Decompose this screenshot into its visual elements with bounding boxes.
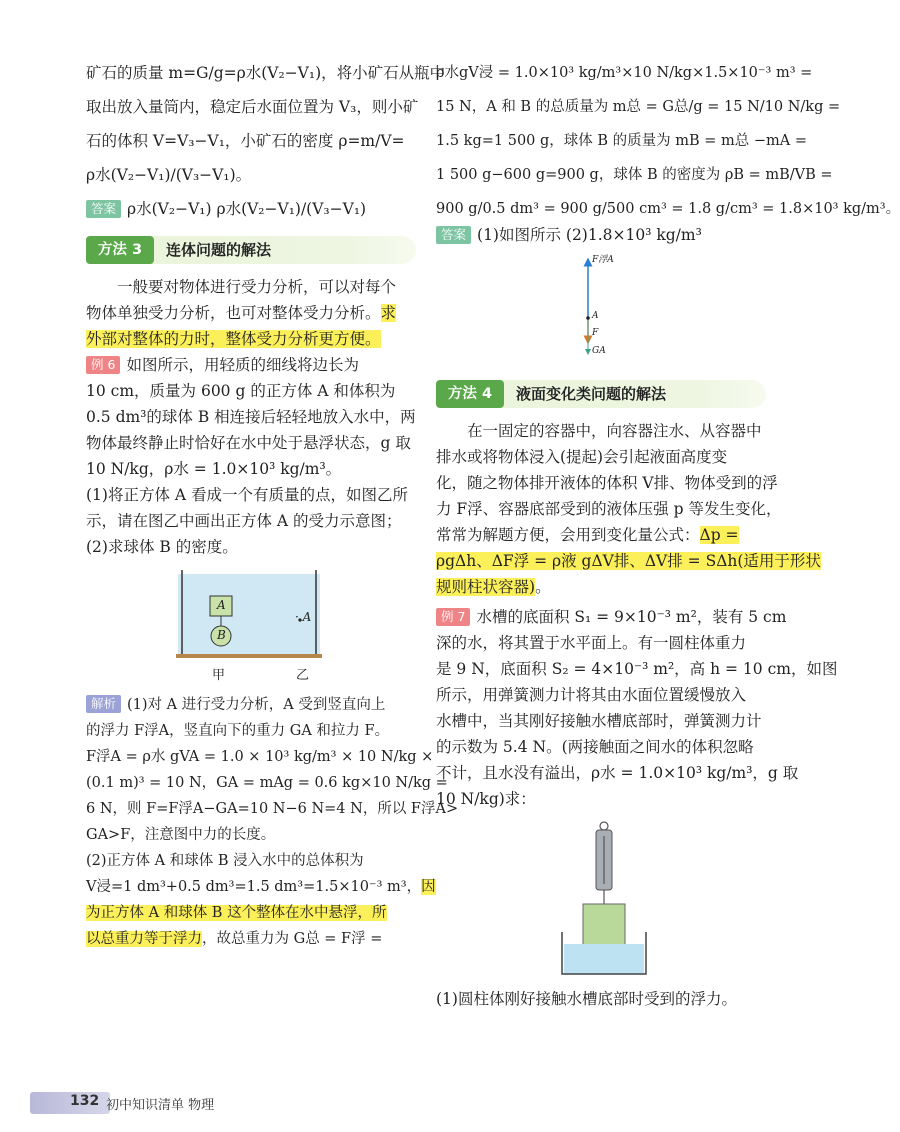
text-line: 力 F浮、容器底部受到的液体压强 p 等发生变化， <box>436 500 782 518</box>
text-line: 1.5 kg=1 500 g，球体 B 的质量为 mB = m总 −mA = <box>436 133 808 149</box>
figure-example-6 <box>86 570 416 686</box>
label-f: F <box>592 328 599 338</box>
text-line: 是 9 N，底面积 S₂ = 4×10⁻³ m²，高 h = 10 cm，如图 <box>436 660 838 678</box>
text-line: 以总重力等于浮力，故总重力为 G总 = F浮 = <box>86 931 383 947</box>
text-line: 矿石的质量 m=G/g=ρ水(V₂−V₁)，将小矿石从瓶中 <box>86 64 446 82</box>
spring-scale-figure <box>436 820 766 986</box>
text-line: V浸=1 dm³+0.5 dm³=1.5 dm³=1.5×10⁻³ m³，因 <box>86 879 436 895</box>
force-arrows <box>436 248 766 378</box>
method-4-header <box>436 380 766 408</box>
text-line: 900 g/0.5 dm³ = 900 g/500 cm³ = 1.8 g/cm³ = 1.8×10³ kg/m³。 <box>436 201 900 217</box>
method-badge: 方法 4 <box>436 380 504 408</box>
example-6-line: 例 6 如图所示，用轻质的细线将边长为 <box>86 352 416 378</box>
highlight: 以总重力等于浮力 <box>86 931 202 947</box>
text-line: 1 500 g−600 g=900 g，球体 B 的密度为 ρB = mB/VB = <box>436 167 833 183</box>
text-line <box>86 326 416 352</box>
text-line: (1)将正方体 A 看成一个有质量的点，如图乙所 <box>86 486 409 504</box>
text-line: GA>F，注意图中力的长度。 <box>86 827 276 843</box>
label-point-a: · A <box>295 610 312 624</box>
example-7-line: 例 7 水槽的底面积 S₁ = 9×10⁻³ m²，装有 5 cm <box>436 604 766 630</box>
label-a: A <box>592 311 599 321</box>
text-line: 示，请在图乙中画出正方体 A 的受力示意图； <box>86 512 402 530</box>
point-a <box>586 316 590 320</box>
text-line: (2)正方体 A 和球体 B 浸入水中的总体积为 <box>86 853 364 869</box>
answer-tag: 答案 <box>86 200 121 218</box>
caption-yi: 乙 <box>296 668 310 683</box>
text-line: 10 N/kg，ρ水 = 1.0×10³ kg/m³。 <box>86 460 342 478</box>
text-line: 的示数为 5.4 N。(两接触面之间水的体积忽略 <box>436 738 754 756</box>
text-line: 深的水，将其置于水平面上。有一圆柱体重力 <box>436 634 747 652</box>
text-line: 石的体积 V=V₃−V₁，小矿石的密度 ρ=m/V= <box>86 132 405 150</box>
highlight: 规则柱状容器) <box>436 578 536 596</box>
text-line: 水槽中，当其刚好接触水槽底部时，弹簧测力计 <box>436 712 762 730</box>
text-line: 10 cm，质量为 600 g 的正方体 A 和体积为 <box>86 382 396 400</box>
text-line: 物体最终静止时恰好在水中处于悬浮状态，g 取 <box>86 434 411 452</box>
text-line: 规则柱状容器)。 <box>436 578 551 596</box>
table-surface <box>176 654 322 658</box>
text-line: 0.5 dm³的球体 B 相连接后轻轻地放入水中，两 <box>86 408 416 426</box>
example-tag: 例 7 <box>436 608 470 626</box>
text-line: F浮A = ρ水 gVA = 1.0 × 10³ kg/m³ × 10 N/kg × <box>86 749 434 765</box>
label-b: B <box>217 628 226 642</box>
text-line: 物体单独受力分析，也可对整体受力分析。求 <box>86 304 397 322</box>
text-line: 常常为解题方便，会用到变化量公式：Δp = <box>436 526 739 544</box>
question-line: (1)圆柱体刚好接触水槽底部时受到的浮力。 <box>436 990 737 1008</box>
highlight: 因 <box>421 879 436 895</box>
text-line: 10 N/kg)求： <box>436 790 536 808</box>
analysis-line: 解析 (1)对 A 进行受力分析，A 受到竖直向上 <box>86 692 416 718</box>
tank-water <box>564 944 644 974</box>
text-line: 取出放入量筒内，稳定后水面位置为 V₃，则小矿 <box>86 98 419 116</box>
scale-hook-top <box>600 822 608 830</box>
text-line <box>436 548 821 574</box>
answer-line <box>86 196 416 222</box>
right-column <box>436 60 900 1012</box>
text-line: (2)求球体 B 的密度。 <box>86 538 238 556</box>
answer-text: ρ水(V₂−V₁) ρ水(V₂−V₁)/(V₃−V₁) <box>127 200 367 218</box>
answer-text: (1)如图所示 (2)1.8×10³ kg/m³ <box>477 226 702 244</box>
answer-tag: 答案 <box>436 226 471 244</box>
beaker-diagram <box>86 570 416 686</box>
text-line: 在一固定的容器中，向容器注水、从容器中 <box>467 422 762 440</box>
force-diagram <box>436 248 766 378</box>
method-badge: 方法 3 <box>86 236 154 264</box>
highlight: Δp = <box>699 526 739 544</box>
book-title: 初中知识清单 物理 <box>106 1098 215 1113</box>
caption-jia: 甲 <box>212 668 226 683</box>
text-line: 的浮力 F浮A，竖直向下的重力 GA 和拉力 F。 <box>86 723 390 739</box>
highlight: 外部对整体的力时，整体受力分析更方便。 <box>86 330 381 348</box>
highlight: 为正方体 A 和球体 B 这个整体在水中悬浮，所 <box>86 905 387 921</box>
highlight: ρgΔh、ΔF浮 = ρ液 gΔV排、ΔV排 = SΔh(适用于形状 <box>436 552 821 570</box>
highlight: 求 <box>380 304 397 322</box>
text-line: ρ水(V₂−V₁)/(V₃−V₁)。 <box>86 166 252 184</box>
text-line: ρ水gV浸 = 1.0×10³ kg/m³×10 N/kg×1.5×10⁻³ m³ = <box>436 65 813 81</box>
text-line: 不计，且水没有溢出，ρ水 = 1.0×10³ kg/m³，g 取 <box>436 764 799 782</box>
label-a: A <box>217 598 226 612</box>
example-tag: 例 6 <box>86 356 120 374</box>
text-line: 一般要对物体进行受力分析，可以对每个 <box>117 278 397 296</box>
label-f-buoyancy: F浮A <box>592 255 614 265</box>
text-line: 6 N，则 F=F浮A−GA=10 N−6 N=4 N，所以 F浮A> <box>86 801 459 817</box>
text-line: 化，随之物体排开液体的体积 V排、物体受到的浮 <box>436 474 778 492</box>
text-line: 15 N，A 和 B 的总质量为 m总 = G总/g = 15 N/10 N/kg = <box>436 99 841 115</box>
page-number: 132 <box>70 1093 100 1109</box>
method-title: 液面变化类问题的解法 <box>516 385 667 403</box>
spring-scale-diagram <box>436 820 766 986</box>
answer-line <box>436 222 766 248</box>
method-title: 连体问题的解法 <box>166 241 272 259</box>
analysis-tag: 解析 <box>86 695 121 713</box>
text-line: (0.1 m)³ = 10 N，GA = mAg = 0.6 kg×10 N/kg = <box>86 775 448 791</box>
label-g: GA <box>592 346 606 356</box>
text-line <box>86 900 416 926</box>
method-3-header <box>86 236 416 264</box>
text-line: 排水或将物体浸入(提起)会引起液面高度变 <box>436 448 728 466</box>
text-line: 所示，用弹簧测力计将其由水面位置缓慢放入 <box>436 686 747 704</box>
